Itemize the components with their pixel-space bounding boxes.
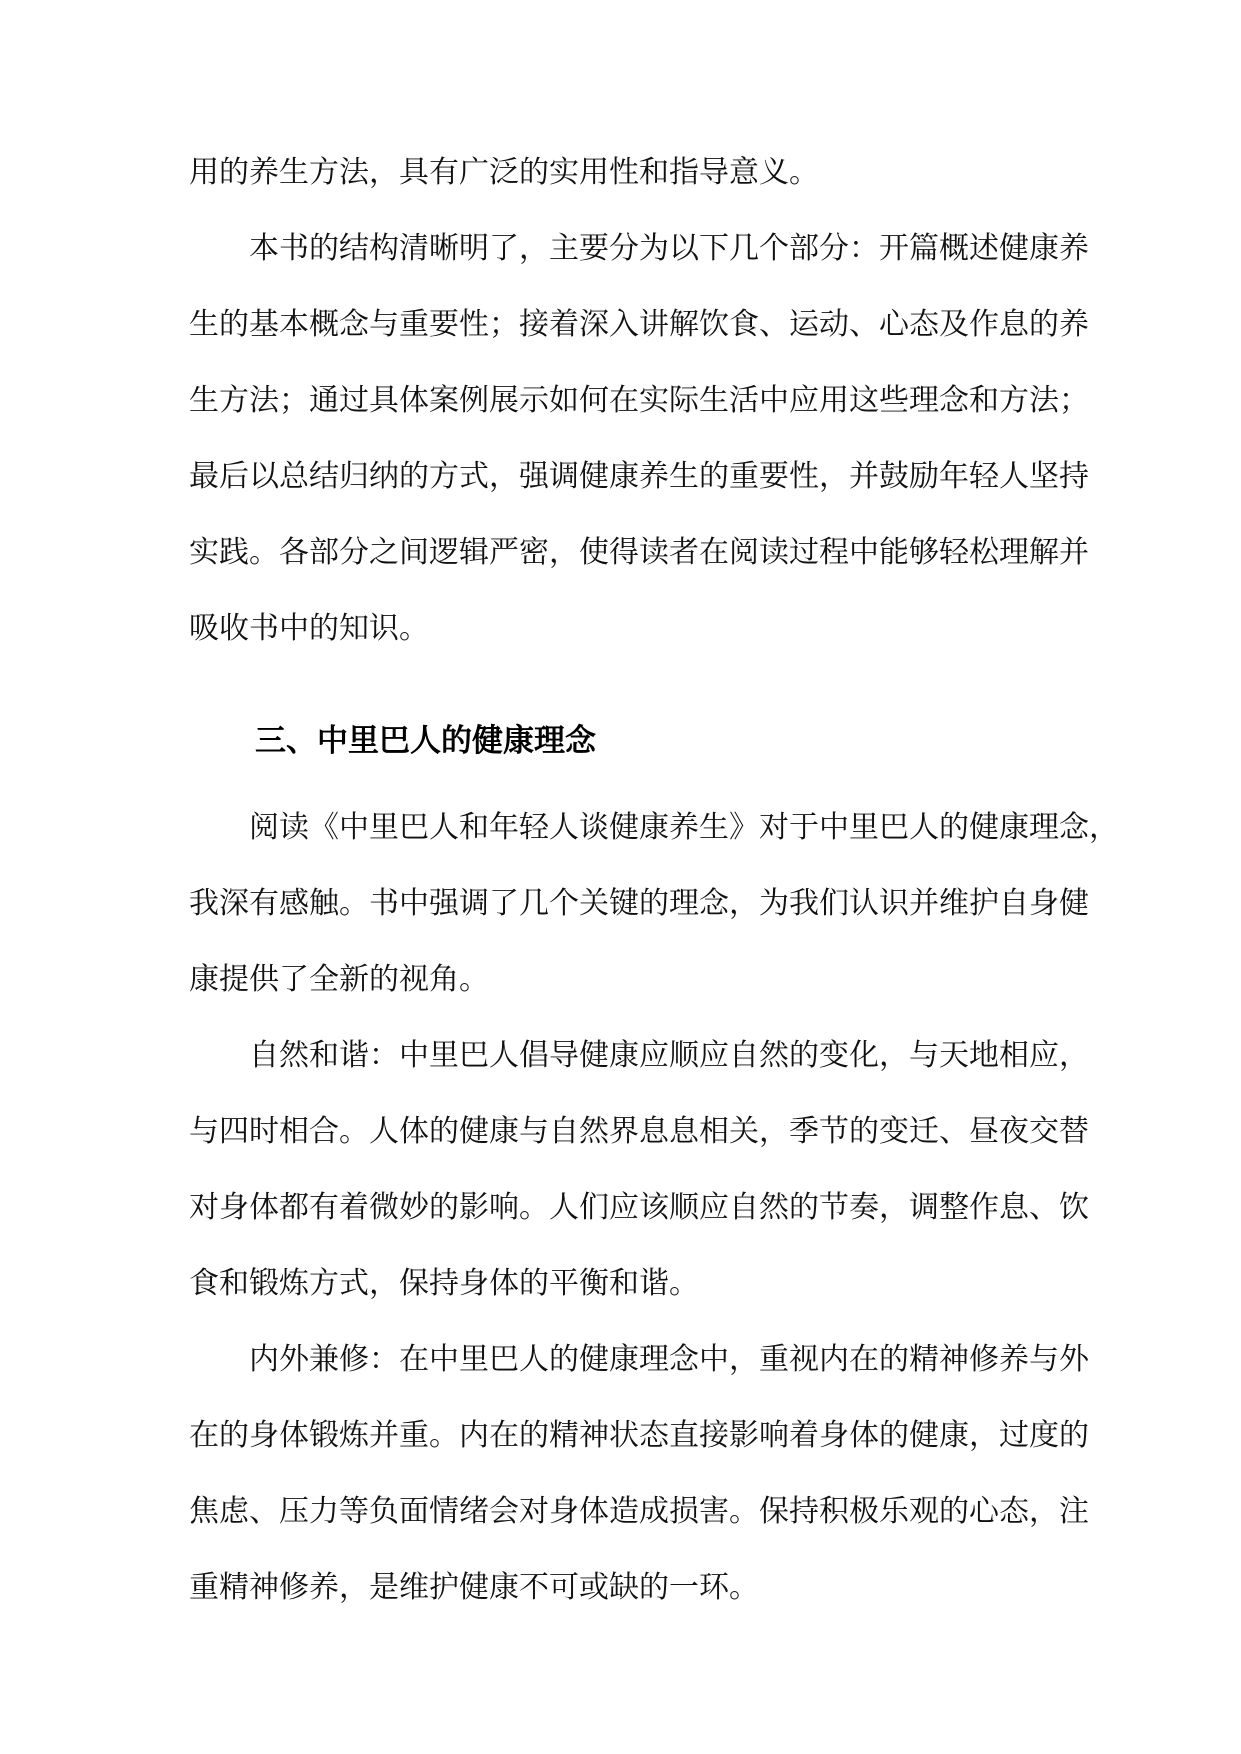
text-line: 对身体都有着微妙的影响。人们应该顺应自然的节奏，调整作息、饮	[189, 1190, 1089, 1225]
text-line: 阅读《中里巴人和年轻人谈健康养生》对于中里巴人的健康理念，	[249, 810, 1119, 845]
text-line: 食和锻炼方式，保持身体的平衡和谐。	[189, 1266, 699, 1301]
text-line: 生的基本概念与重要性；接着深入讲解饮食、运动、心态及作息的养	[189, 307, 1089, 342]
text-line: 重精神修养，是维护健康不可或缺的一环。	[189, 1570, 759, 1605]
text-line: 我深有感触。书中强调了几个关键的理念，为我们认识并维护自身健	[189, 886, 1089, 921]
text-line: 吸收书中的知识。	[189, 611, 429, 646]
text-line: 最后以总结归纳的方式，强调健康养生的重要性，并鼓励年轻人坚持	[189, 459, 1089, 494]
text-line: 实践。各部分之间逻辑严密，使得读者在阅读过程中能够轻松理解并	[189, 535, 1089, 570]
text-line: 与四时相合。人体的健康与自然界息息相关，季节的变迁、昼夜交替	[189, 1114, 1089, 1149]
text-line: 在的身体锻炼并重。内在的精神状态直接影响着身体的健康，过度的	[189, 1418, 1089, 1453]
text-line: 焦虑、压力等负面情绪会对身体造成损害。保持积极乐观的心态，注	[189, 1494, 1089, 1529]
text-line: 生方法；通过具体案例展示如何在实际生活中应用这些理念和方法；	[189, 383, 1089, 418]
text-line: 本书的结构清晰明了，主要分为以下几个部分：开篇概述健康养	[249, 231, 1089, 266]
text-line: 康提供了全新的视角。	[189, 962, 489, 997]
text-line: 内外兼修：在中里巴人的健康理念中，重视内在的精神修养与外	[249, 1342, 1089, 1377]
text-line: 自然和谐：中里巴人倡导健康应顺应自然的变化，与天地相应，	[249, 1038, 1089, 1073]
section-heading: 三、中里巴人的健康理念	[255, 723, 596, 759]
text-line: 用的养生方法，具有广泛的实用性和指导意义。	[189, 155, 819, 190]
